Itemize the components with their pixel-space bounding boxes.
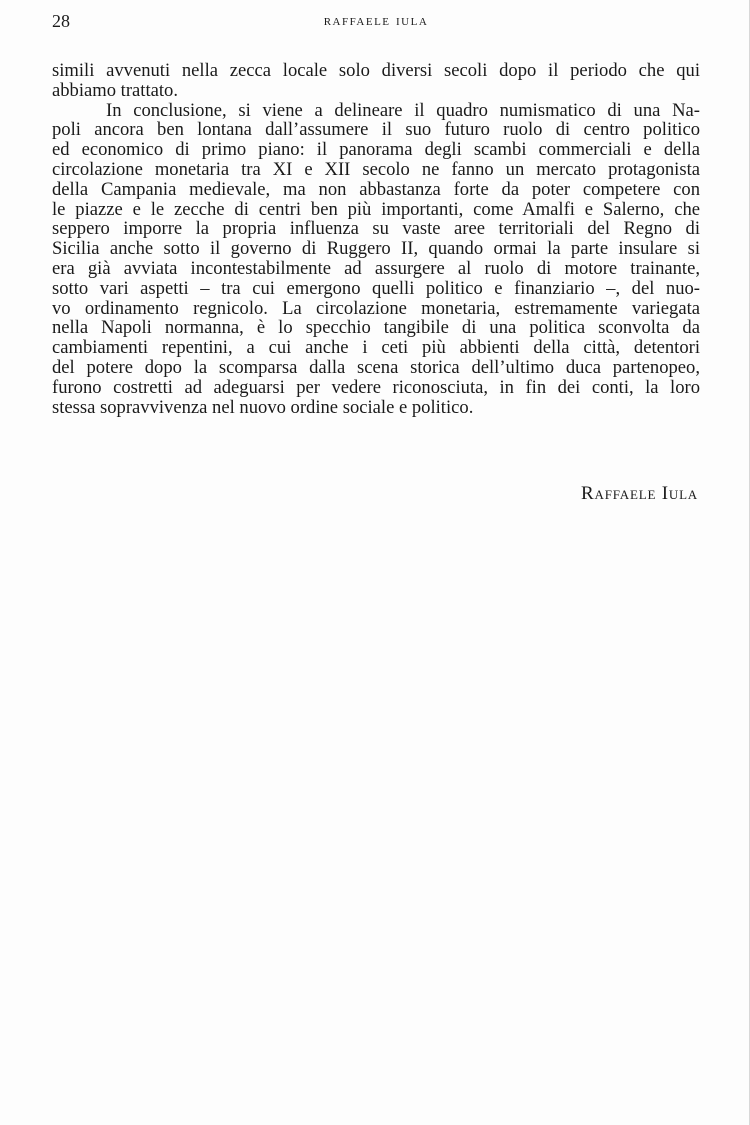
text-line: sotto vari aspetti – tra cui emergono quelli politico e finanziario –, del nuo- — [52, 277, 700, 299]
page-number: 28 — [52, 11, 70, 31]
text-line: circolazione monetaria tra XI e XII secolo ne fanno un mercato protagonista — [52, 158, 700, 180]
text-line: seppero imporre la propria influenza su vaste aree territoriali del Regno di — [52, 218, 700, 240]
text-line: vo ordinamento regnicolo. La circolazione monetaria, estremamente variegata — [52, 297, 700, 319]
text-line: le piazze e le zecche di centri ben più importanti, come Amalfi e Salerno, che — [52, 198, 700, 220]
text-line: poli ancora ben lontana dall’assumere il suo futuro ruolo di centro politico — [52, 119, 700, 141]
text-line: cambiamenti repentini, a cui anche i ceti più abbienti della città, detentori — [52, 337, 700, 359]
text-line: Sicilia anche sotto il governo di Ruggero II, quando ormai la parte insulare si — [52, 238, 700, 260]
paragraph-1 — [52, 61, 700, 101]
paragraph-2 — [52, 101, 700, 418]
text-line: In conclusione, si viene a delineare il quadro numismatico di una Na- — [106, 99, 700, 121]
text-line: della Campania medievale, ma non abbastanza forte da poter competere con — [52, 178, 700, 200]
text-line: abbiamo trattato. — [52, 79, 178, 101]
text-line: simili avvenuti nella zecca locale solo diversi secoli dopo il periodo che qui — [52, 60, 700, 81]
text-line: del potere dopo la scomparsa dalla scena storica dell’ultimo duca partenopeo, — [52, 356, 700, 378]
text-line: stessa sopravvivenza nel nuovo ordine sociale e politico. — [52, 396, 474, 418]
text-line: era già avviata incontestabilmente ad assurgere al ruolo di motore trainante, — [52, 257, 700, 279]
running-head — [52, 9, 700, 33]
body-text — [52, 61, 700, 417]
running-head-author: raffaele iula — [323, 12, 429, 29]
text-line: nella Napoli normanna, è lo specchio tangibile di una politica sconvolta da — [52, 317, 700, 339]
text-line: ed economico di primo piano: il panorama degli scambi commerciali e della — [52, 139, 700, 161]
text-line: furono costretti ad adeguarsi per vedere riconosciuta, in fin dei conti, la loro — [52, 376, 700, 398]
author-signature: Raffaele Iula — [581, 483, 698, 504]
